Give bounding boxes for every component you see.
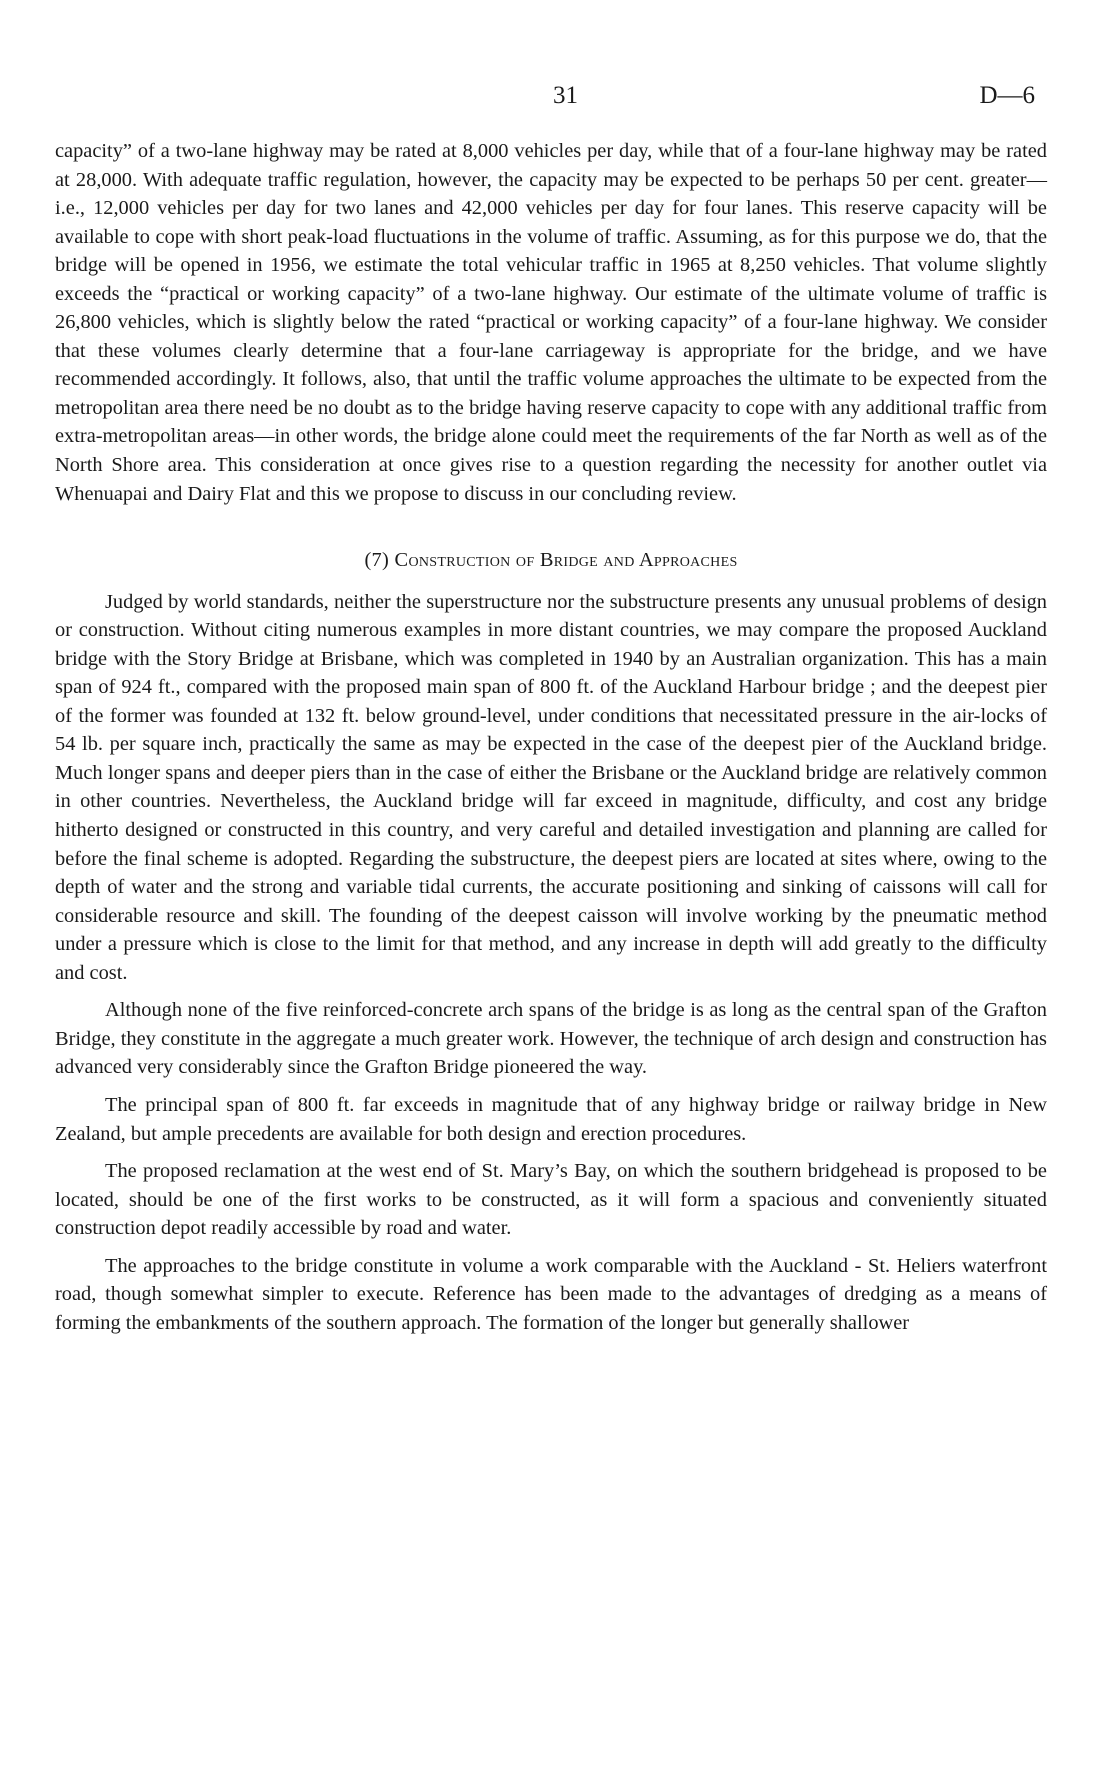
paragraph-arch-spans: Although none of the five reinforced-concrete arch spans of the bridge is as long as the central span of the Grafton Bridge, they constitute in the aggregate a much greater work. However, the technique of arch design and construction has advanced very considerably since the Grafton Bridge pioneered the way. <box>55 999 1047 1079</box>
paragraph-world-standards: Judged by world standards, neither the superstructure nor the substructure presents any unusual problems of design or construction. Without citing numerous examples in more distant countries, we may compare the proposed Auckland bridge with the Story Bridge at Brisbane, which was completed in 1940 by an Australian organization. This has a main span of 924 ft., compared with the proposed main span of 800 ft. of the Auckland Harbour bridge ; and the deepest pier of the former was founded at 132 ft. below ground-level, under conditions that necessitated pressure in the air-locks of 54 lb. per square inch, practically the same as may be expected in the case of the deepest pier of the Auckland bridge. Much longer spans and deeper piers than in the case of either the Brisbane or the Auckland bridge are relatively common in other countries. Nevertheless, the Auckland bridge will far exceed in magnitude, difficulty, and cost any bridge hitherto designed or constructed in this country, and very careful and detailed investigation and planning are called for before the final scheme is adopted. Regarding the substructure, the deepest piers are located at sites where, owing to the depth of water and the strong and variable tidal currents, the accurate positioning and sinking of caissons will call for considerable resource and skill. The founding of the deepest caisson will involve working by the pneumatic method under a pressure which is close to the limit for that method, and any increase in depth will add greatly to the difficulty and cost. <box>55 590 1047 984</box>
paragraph-principal-span: The principal span of 800 ft. far exceeds in magnitude that of any highway bridge or railway bridge in New Zealand, but ample precedents are available for both design and erection procedures. <box>55 1093 1047 1145</box>
section-code: D—6 <box>979 82 1035 109</box>
body-text <box>55 137 1047 1337</box>
page-number: 31 <box>553 82 578 109</box>
page-header <box>0 82 1114 112</box>
paragraph-reclamation: The proposed reclamation at the west end of St. Mary’s Bay, on which the southern bridgehead is proposed to be located, should be one of the first works to be constructed, as it will form a spacious and conveniently situated construction depot readily accessible by road and water. <box>55 1160 1047 1240</box>
paragraph-capacity: capacity” of a two-lane highway may be rated at 8,000 vehicles per day, while that of a four-lane highway may be rated at 28,000. With adequate traffic regulation, however, the capacity may be expected to be perhaps 50 per cent. greater—i.e., 12,000 vehicles per day for two lanes and 42,000 vehicles per day for four lanes. This reserve capacity will be available to cope with short peak-load fluctuations in the volume of traffic. Assuming, as for this purpose we do, that the bridge will be opened in 1956, we estimate the total vehicular traffic in 1965 at 8,250 vehicles. That volume slightly exceeds the “practical or working capacity” of a two-lane highway. Our estimate of the ultimate volume of traffic is 26,800 vehicles, which is slightly below the rated “practical or working capacity” of a four-lane highway. We consider that these volumes clearly determine that a four-lane carriageway is appropriate for the bridge, and we have recommended accordingly. It follows, also, that until the traffic volume approaches the ultimate to be expected from the metropolitan area there need be no doubt as to the bridge having reserve capacity to cope with any additional traffic from extra-metropolitan areas—in other words, the bridge alone could meet the requirements of the far North as well as of the North Shore area. This consideration at once gives rise to a question regarding the necessity for another outlet via Whenuapai and Dairy Flat and this we propose to discuss in our concluding review. <box>55 140 1047 505</box>
section-heading: (7) Construction of Bridge and Approaches <box>364 549 738 572</box>
paragraph-approaches: The approaches to the bridge constitute in volume a work comparable with the Auckland - St. Heliers waterfront road, though somewhat simpler to execute. Reference has been made to the advantages of dredging as a means of forming the embankments of the southern approach. The formation of the longer but generally shallower <box>55 1254 1047 1334</box>
